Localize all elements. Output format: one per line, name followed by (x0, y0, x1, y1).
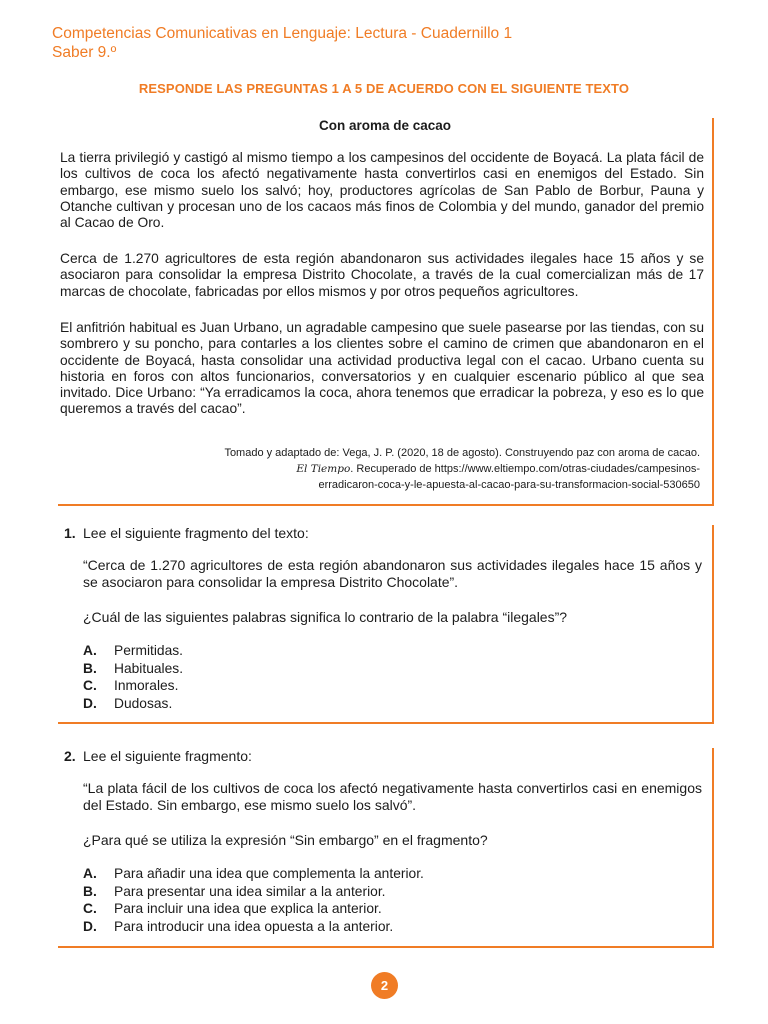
citation-line: erradicaron-coca-y-le-apuesta-al-cacao-para-su-transformacion-social-530650 (318, 479, 700, 492)
citation-source: El Tiempo (296, 463, 351, 476)
option-text: Para añadir una idea que complementa la anterior. (114, 866, 424, 881)
option-text: Permitidas. (114, 643, 184, 658)
answer-option-b[interactable] (83, 883, 424, 901)
reading-passage (58, 118, 714, 506)
answer-option-a[interactable] (83, 642, 183, 660)
source-citation (140, 445, 700, 494)
header-grade: Saber 9.º (52, 44, 117, 61)
reading-paragraph: La tierra privilegió y castigó al mismo tiempo a los campesinos del occidente de Boyacá. La plata fácil de los cultivos de coca los afectó negativamente hasta convertirlos casi en enemigos del Estado. Sin embargo, ese mismo suelo los salvó; hoy, productores agrícolas de San Pablo de Borbur, Pauna y Otanche cultivan y procesan uno de los cacaos más finos de Colombia y del mundo, ganador del premio al Cacao de Oro. (60, 150, 704, 231)
option-text: Dudosas. (114, 695, 173, 711)
answer-option-d[interactable] (83, 918, 424, 936)
question-prompt: ¿Cuál de las siguientes palabras significa lo contrario de la palabra “ilegales”? (83, 609, 568, 625)
answer-options (83, 865, 424, 935)
option-letter: B. (83, 660, 97, 676)
option-letter: A. (83, 643, 97, 658)
answer-option-c[interactable] (83, 677, 183, 695)
question-2 (58, 748, 714, 948)
question-quote: “La plata fácil de los cultivos de coca los afectó negativamente hasta convertirlos casi en enemigos del Estado. Sin embargo, ese mismo suelo los salvó”. (83, 780, 702, 813)
option-letter: C. (83, 678, 97, 693)
page-header (52, 24, 512, 62)
reading-paragraph: El anfitrión habitual es Juan Urbano, un agradable campesino que suele pasearse por las tiendas, con su sombrero y su poncho, para contarles a los clientes sobre el camino de crimen que abandonaron en el occidente de Boyacá, hasta consolidar una actividad productiva legal con el cacao. Urbano cuenta su historia en foros con altos funcionarios, conversatorios y en cualquier escenario público al que sea invitado. Dice Urbano: “Ya erradicamos la coca, ahora tenemos que erradicar la pobreza, y eso es lo que queremos a través del cacao”. (60, 320, 704, 417)
section-instruction: RESPONDE LAS PREGUNTAS 1 A 5 DE ACUERDO CON EL SIGUIENTE TEXTO (138, 81, 630, 96)
option-text: Habituales. (114, 660, 184, 676)
option-letter: D. (83, 918, 97, 934)
option-letter: A. (83, 866, 97, 881)
answer-option-d[interactable] (83, 695, 183, 713)
citation-line (140, 461, 700, 477)
citation-line: Tomado y adaptado de: Vega, J. P. (2020, 18 de agosto). Construyendo paz con aroma de cacao. (224, 447, 700, 459)
option-letter: D. (83, 695, 97, 711)
question-quote: “Cerca de 1.270 agricultores de esta región abandonaron sus actividades ilegales hace 15 años y se asociaron para consolidar la empresa Distrito Chocolate”. (83, 557, 702, 590)
answer-option-a[interactable] (83, 865, 424, 883)
question-stem: Lee el siguiente fragmento del texto: (83, 525, 309, 541)
reading-title: Con aroma de cacao (318, 118, 452, 133)
option-letter: B. (83, 883, 97, 899)
citation-text: . Recuperado de https://www.eltiempo.com/otras-ciudades/campesinos- (350, 463, 700, 476)
question-prompt: ¿Para qué se utiliza la expresión “Sin embargo” en el fragmento? (83, 832, 488, 848)
question-number: 2. (64, 748, 76, 764)
option-text: Para introducir una idea opuesta a la anterior. (114, 918, 394, 934)
reading-paragraph: Cerca de 1.270 agricultores de esta región abandonaron sus actividades ilegales hace 15 años y se asociaron para consolidar la empresa Distrito Chocolate, a través de la cual comercializan más de 17 marcas de chocolate, fabricadas por ellos mismos y por otros pequeños agricultores. (60, 251, 704, 299)
option-text: Para presentar una idea similar a la anterior. (114, 883, 386, 899)
question-stem: Lee el siguiente fragmento: (83, 748, 252, 764)
header-title: Competencias Comunicativas en Lenguaje: Lectura - Cuadernillo 1 (52, 25, 513, 42)
answer-option-c[interactable] (83, 900, 424, 918)
answer-option-b[interactable] (83, 660, 183, 678)
option-text: Inmorales. (114, 678, 179, 693)
option-letter: C. (83, 901, 97, 916)
answer-options (83, 642, 183, 712)
question-1 (58, 525, 714, 724)
question-number: 1. (64, 525, 76, 541)
option-text: Para incluir una idea que explica la anterior. (114, 901, 382, 916)
page-number-badge: 2 (371, 972, 398, 999)
